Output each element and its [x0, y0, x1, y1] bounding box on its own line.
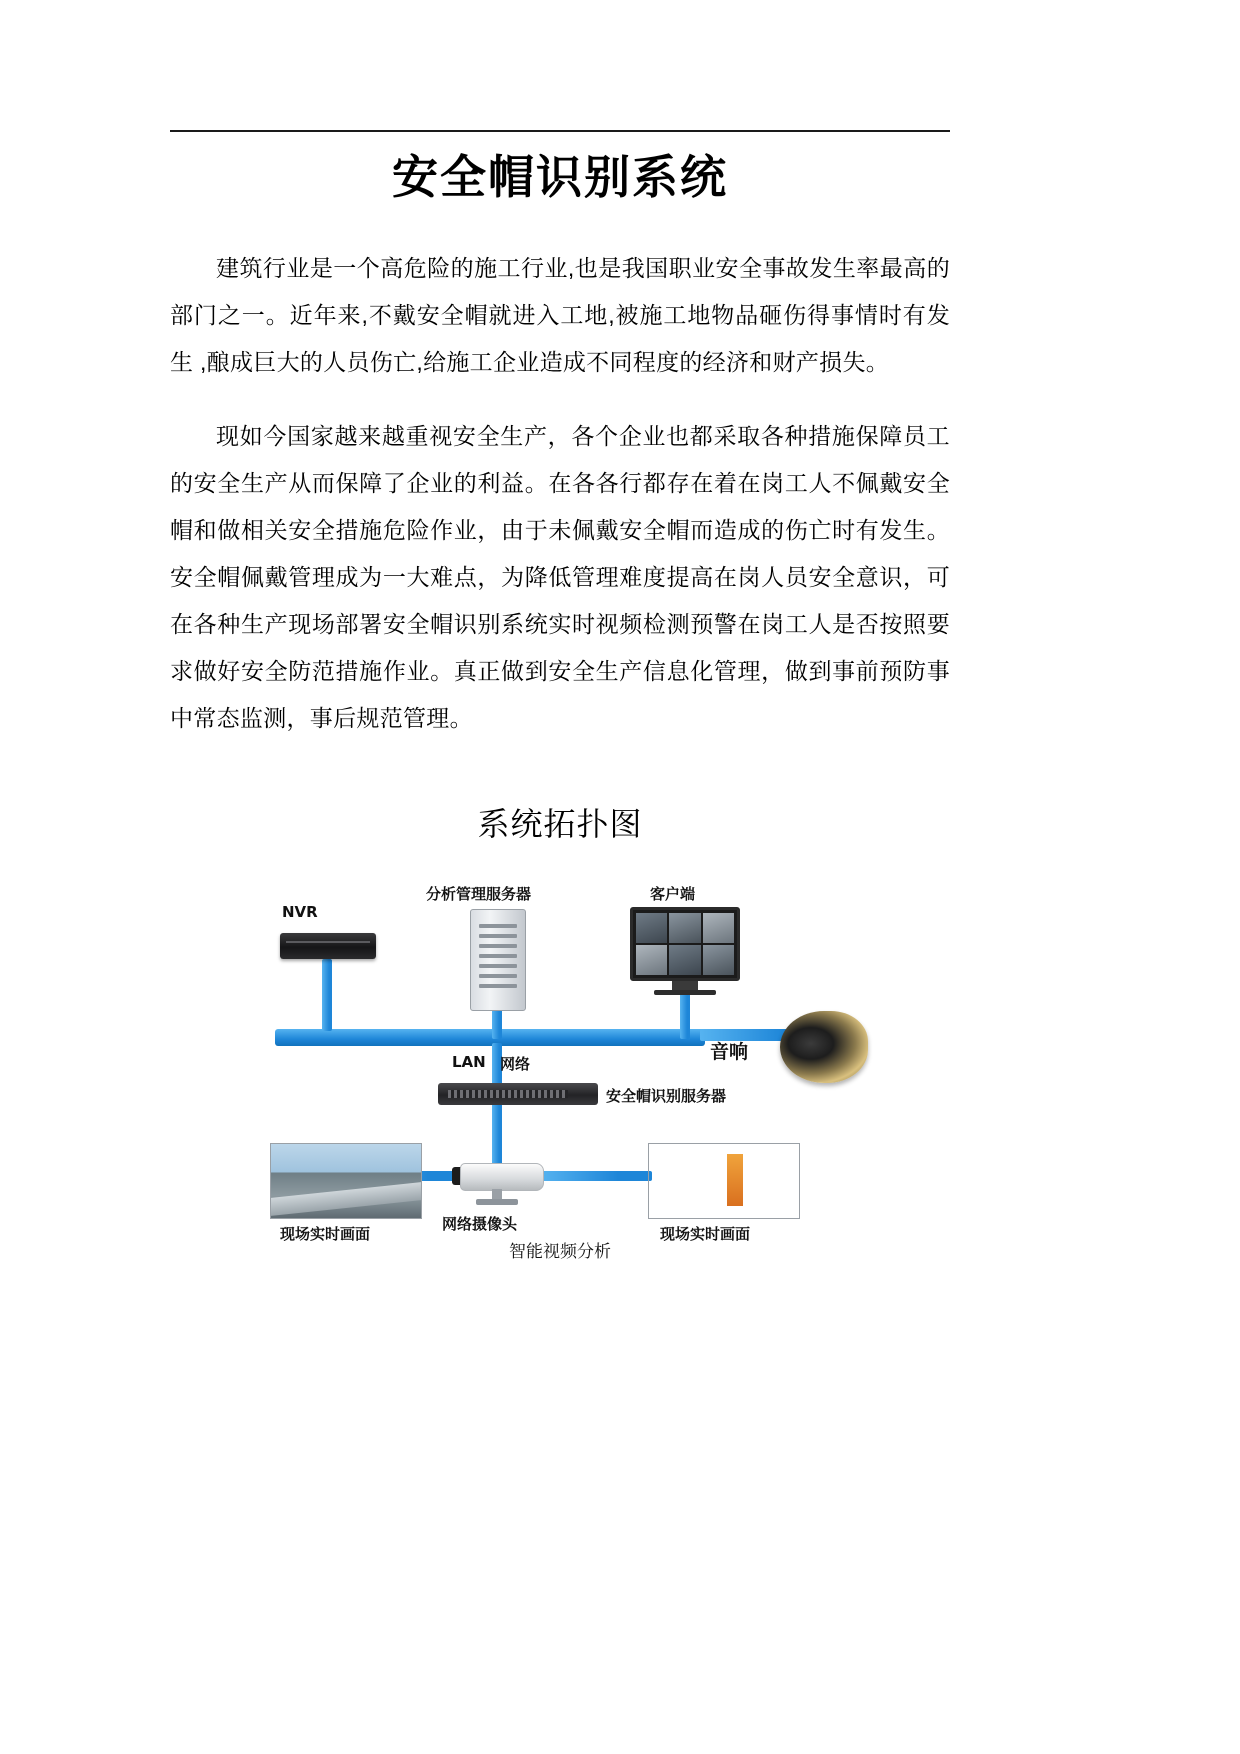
- label-network: 网络: [500, 1054, 531, 1073]
- speaker-icon: [780, 1011, 868, 1083]
- header-rule: [170, 130, 950, 132]
- camera-uplink: [492, 1103, 502, 1165]
- client-monitor-icon: [630, 907, 740, 981]
- label-nvr: NVR: [282, 902, 318, 921]
- client-link: [680, 993, 690, 1039]
- page-title: 安全帽识别系统: [392, 150, 728, 204]
- topology-diagram: [170, 871, 950, 1271]
- network-bus: [275, 1029, 705, 1046]
- nvr-link: [322, 959, 332, 1031]
- scene-photo-right: [648, 1143, 800, 1219]
- diagram-caption: 智能视频分析: [509, 1241, 611, 1261]
- document-content: [170, 130, 950, 1271]
- ip-camera-icon: [460, 1163, 544, 1191]
- scene-photo-left: [270, 1143, 422, 1219]
- label-scene-right: 现场实时画面: [660, 1224, 751, 1243]
- label-ip-camera: 网络摄像头: [442, 1214, 518, 1233]
- label-speaker: 音响: [710, 1040, 749, 1063]
- paragraph-1: 建筑行业是一个高危险的施工行业,也是我国职业安全事故发生率最高的部门之一。近年来,不戴安全帽就进入工地,被施工地物品砸伤得事情时有发生 ,酿成巨大的人员伤亡,给施工企业造成不同程度的经济和财产损失。: [170, 255, 950, 376]
- label-client: 客户端: [650, 884, 696, 903]
- helmet-server-switch-icon: [438, 1083, 598, 1105]
- monitor-base: [654, 990, 716, 995]
- paragraph-2: 现如今国家越来越重视安全生产，各个企业也都采取各种措施保障员工的安全生产从而保障了企业的利益。在各各行都存在着在岗工人不佩戴安全帽和做相关安全措施危险作业，由于未佩戴安全帽而造成的伤亡时有发生。安全帽佩戴管理成为一大难点，为降低管理难度提高在岗人员安全意识，可在各种生产现场部署安全帽识别系统实时视频检测预警在岗工人是否按照要求做好安全防范措施作业。真正做到安全生产信息化管理，做到事前预防事中常态监测，事后规范管理。: [170, 422, 950, 732]
- label-helmet-server: 安全帽识别服务器: [606, 1086, 727, 1105]
- nvr-device-icon: [280, 933, 376, 959]
- server-tower-icon: [470, 909, 526, 1011]
- label-analysis-server: 分析管理服务器: [426, 884, 532, 903]
- label-scene-left: 现场实时画面: [280, 1224, 371, 1243]
- section-title-topology: 系统拓扑图: [477, 805, 643, 842]
- label-lan: LAN: [452, 1052, 486, 1071]
- camera-to-right-photo-link: [540, 1171, 652, 1181]
- camera-base: [476, 1199, 518, 1205]
